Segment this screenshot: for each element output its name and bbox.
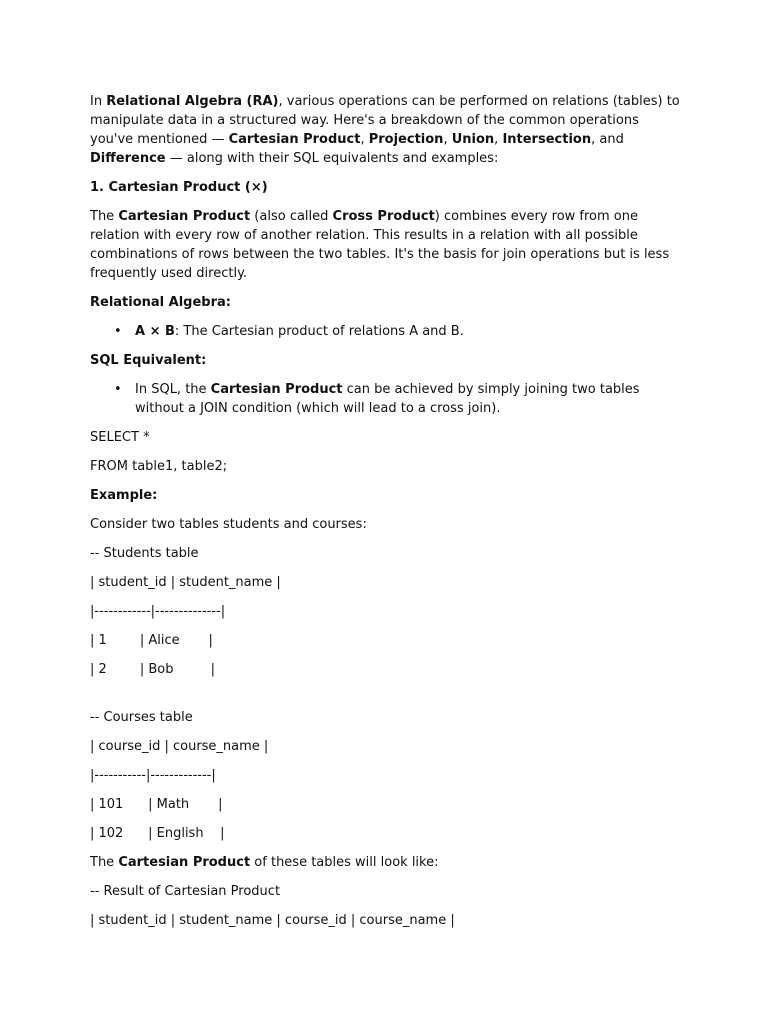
def-bold-cartesian: Cartesian Product — [118, 209, 251, 224]
students-table-row: | 2 | Bob | — [90, 662, 216, 677]
code-line-from: FROM table1, table2; — [90, 459, 228, 474]
example-intro: Consider two tables students and courses: — [90, 517, 367, 532]
intro-text-6: , and — [591, 132, 624, 147]
sql-bullet-text-2: can be achieved by simply joining two tables without a JOIN condition (which will lead to a cross join). — [135, 382, 640, 416]
ra-heading: Relational Algebra: — [90, 295, 231, 310]
intro-bold-difference: Difference — [90, 151, 166, 166]
courses-comment: -- Courses table — [90, 710, 193, 725]
ra-bullet-list — [90, 322, 680, 341]
students-comment: -- Students table — [90, 546, 199, 561]
result-intro-text-2: of these tables will look like: — [250, 855, 439, 870]
intro-paragraph — [90, 92, 680, 168]
intro-bold-union: Union — [451, 132, 495, 147]
section-heading-cartesian: 1. Cartesian Product (×) — [90, 180, 268, 195]
document-body — [90, 92, 680, 940]
def-bold-cross: Cross Product — [332, 209, 435, 224]
result-intro-text-1: The — [90, 855, 119, 870]
spacer — [90, 689, 680, 708]
def-text-3: ) combines every row from one relation with every row of another relation. This results in a relation with all possible combinations of rows between the two tables. It's the basis for join operations but is less frequently used directly. — [90, 209, 670, 281]
courses-table-row: | 102 | English | — [90, 826, 225, 841]
courses-table-header: | course_id | course_name | — [90, 739, 269, 754]
result-table-header: | student_id | student_name | course_id | course_name | — [90, 913, 455, 928]
intro-text-2: , various operations can be performed on relations (tables) to manipulate data in a structured way. Here's a breakdown of the common operations you've mentioned — — [90, 94, 680, 147]
students-table-row: | 1 | Alice | — [90, 633, 213, 648]
courses-table-separator: |-----------|-------------| — [90, 768, 216, 783]
courses-table-row: | 101 | Math | — [90, 797, 223, 812]
intro-text-5: , — [494, 132, 503, 147]
sql-heading: SQL Equivalent: — [90, 353, 207, 368]
intro-bold-cartesian: Cartesian Product — [228, 132, 361, 147]
sql-bullet-list — [90, 380, 680, 418]
sql-bullet-text-1: In SQL, the — [135, 382, 211, 397]
def-text-1: The — [90, 209, 119, 224]
def-text-2: (also called — [250, 209, 333, 224]
result-comment: -- Result of Cartesian Product — [90, 884, 281, 899]
result-intro — [90, 853, 680, 872]
ra-bullet-text: : The Cartesian product of relations A and B. — [174, 324, 464, 339]
intro-bold-ra: Relational Algebra (RA) — [106, 94, 279, 109]
sql-bullet-item — [135, 380, 680, 418]
result-intro-bold: Cartesian Product — [118, 855, 251, 870]
intro-bold-projection: Projection — [368, 132, 444, 147]
intro-text-4: , — [443, 132, 452, 147]
code-line-select: SELECT * — [90, 430, 150, 445]
ra-bullet-bold: A × B — [135, 324, 175, 339]
ra-bullet-item — [135, 322, 680, 341]
students-table-separator: |------------|--------------| — [90, 604, 226, 619]
intro-text-1: In — [90, 94, 107, 109]
intro-bold-intersection: Intersection — [502, 132, 592, 147]
students-table-header: | student_id | student_name | — [90, 575, 281, 590]
definition-paragraph — [90, 207, 680, 283]
intro-text-3: , — [360, 132, 369, 147]
sql-bullet-bold: Cartesian Product — [210, 382, 343, 397]
intro-text-7: — along with their SQL equivalents and examples: — [165, 151, 499, 166]
example-heading: Example: — [90, 488, 158, 503]
